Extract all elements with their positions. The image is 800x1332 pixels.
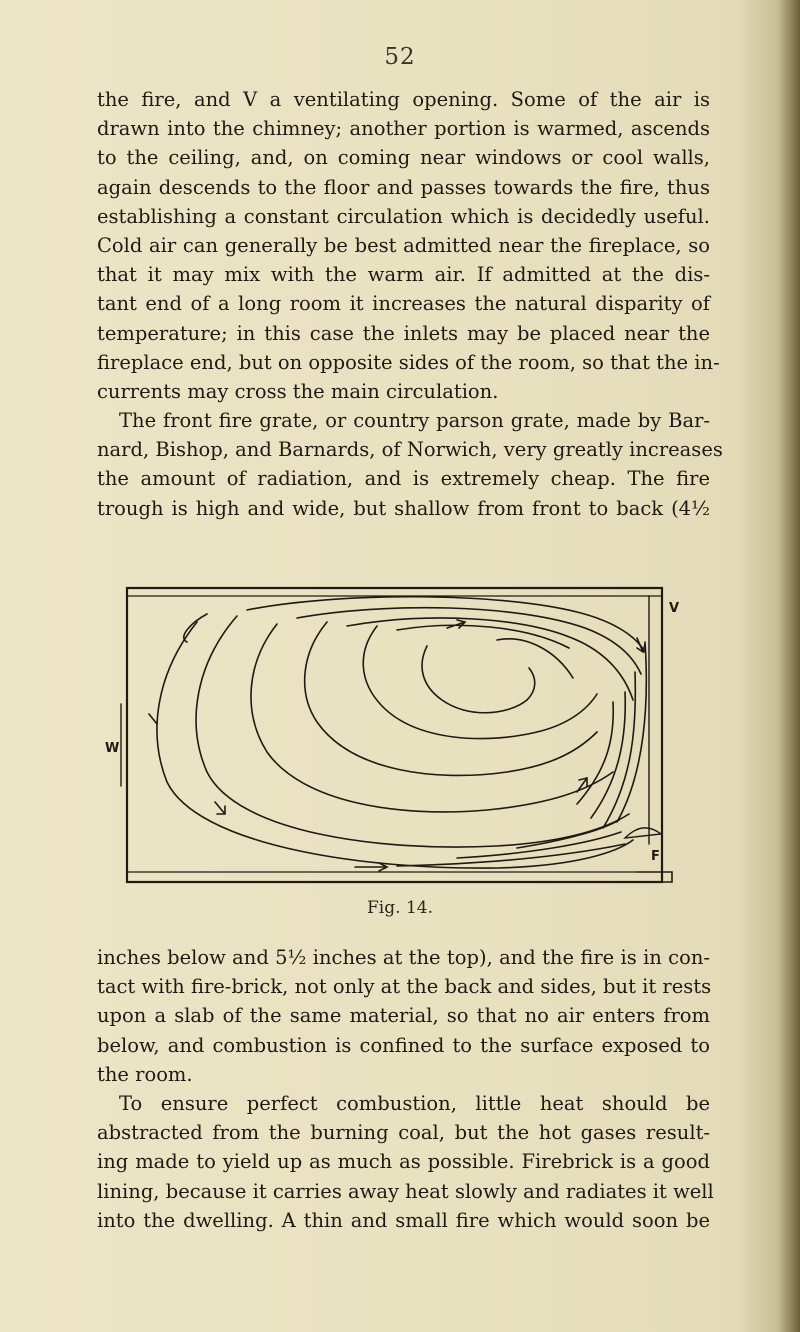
circulation-loop	[149, 714, 157, 724]
text-line: inches below and 5½ inches at the top), and the fire is in con-	[97, 946, 710, 969]
text-line: fireplace end, but on opposite sides of the room, so that the in-	[97, 350, 720, 374]
page-edge-shadow	[778, 0, 800, 1332]
floor-step	[557, 872, 672, 882]
text-line: abstracted from the burning coal, but the hot gases result-	[97, 1121, 710, 1145]
text-line: Cold air can generally be best admitted near the fireplace, so	[97, 233, 710, 257]
text-line: to the ceiling, and, on coming near windows or cool walls,	[97, 146, 710, 170]
text-line: drawn into the chimney; another portion is warmed, ascends	[97, 117, 710, 141]
arrow-flow	[447, 620, 465, 628]
circulation-loop	[305, 622, 597, 775]
circulation-loop	[422, 646, 535, 713]
text-line: lining, because it carries away heat slowly and radiates it well	[97, 1179, 714, 1203]
text-line: To ensure perfect combustion, little heat should be	[119, 1091, 710, 1115]
chimney-wall	[649, 596, 662, 844]
text-line: below, and combustion is confined to the surface exposed to	[97, 1033, 710, 1057]
grate-f	[625, 828, 661, 838]
text-line: temperature; in this case the inlets may be placed near the	[97, 321, 710, 345]
text-line: that it may mix with the warm air. If admitted at the dis-	[97, 263, 710, 287]
text-line: establishing a constant circulation which is decidedly useful.	[97, 204, 710, 228]
circulation-loop	[617, 642, 646, 822]
text-line: tant end of a long room it increases the natural disparity of	[97, 292, 710, 316]
circulation-diagram	[97, 582, 710, 894]
text-block-top	[97, 85, 723, 523]
arrow-flow	[355, 863, 387, 871]
label-f: F	[651, 849, 660, 864]
text-line: the amount of radiation, and is extremely cheap. The fire	[97, 467, 710, 491]
text-block-bottom	[97, 943, 714, 1235]
figure-caption: Fig. 14.	[367, 898, 433, 918]
text-line: the fire, and V a ventilating opening. Some of the air is	[97, 88, 710, 111]
circulation-loop	[297, 608, 641, 674]
text-line: the room.	[97, 1062, 193, 1086]
text-line: The front fire grate, or country parson grate, made by Bar-	[119, 409, 710, 433]
room-outline	[127, 588, 662, 882]
text-line: currents may cross the main circulation.	[97, 379, 499, 403]
circulation-loop	[363, 626, 597, 739]
page-number: 52	[384, 44, 416, 70]
text-line: nard, Bishop, and Barnards, of Norwich, very greatly increases	[97, 438, 723, 462]
arrow-flow	[215, 802, 225, 814]
circulation-loop	[591, 692, 625, 818]
circulation-loop	[251, 624, 613, 812]
circulation-loop	[157, 622, 633, 868]
text-line: trough is high and wide, but shallow from front to back (4½	[97, 496, 710, 520]
circulation-loop	[517, 820, 619, 848]
text-line: again descends to the floor and passes towards the fire, thus	[97, 175, 710, 199]
text-line: into the dwelling. A thin and small fire which would soon be	[97, 1208, 710, 1232]
figure-air-circulation-diagram	[97, 582, 710, 894]
text-line: tact with fire-brick, not only at the back and sides, but it rests	[97, 975, 712, 999]
label-v: V	[669, 601, 680, 616]
circulation-loop	[184, 614, 207, 642]
label-w: W	[105, 741, 120, 756]
text-line: ing made to yield up as much as possible. Firebrick is a good	[97, 1150, 710, 1174]
text-line: upon a slab of the same material, so that no air enters from	[97, 1004, 710, 1028]
